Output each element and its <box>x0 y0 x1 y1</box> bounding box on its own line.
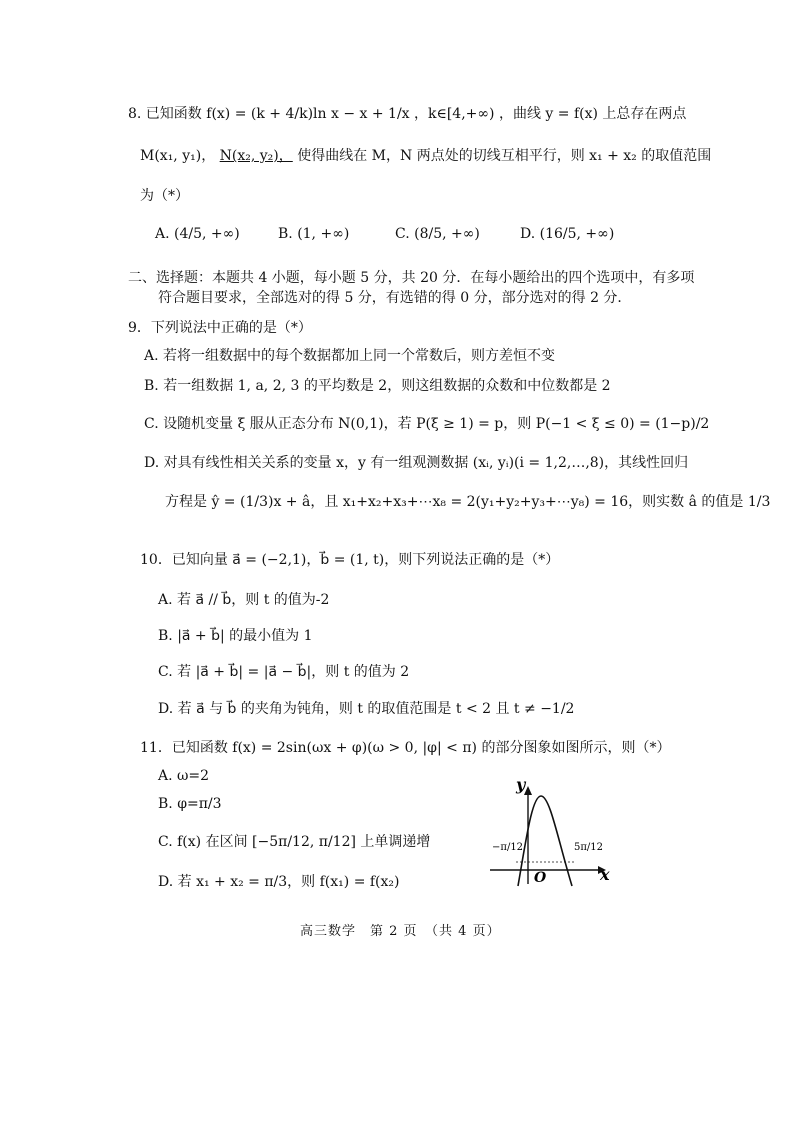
q9-stem: 9．下列说法中正确的是（*） <box>128 320 312 336</box>
q11-stem: 11．已知函数 f(x) = 2sin(ωx + φ)(ω > 0, |φ| < π) 的部分图象如图所示，则（*） <box>140 740 671 756</box>
q8-option-d: D. (16/5, +∞) <box>520 226 615 242</box>
section-2-line-2: 符合题目要求，全部选对的得 5 分，有选错的得 0 分，部分选对的得 2 分． <box>158 290 632 306</box>
q11-option-b: B. φ=π/3 <box>158 796 222 812</box>
q8-line-2 <box>140 146 711 166</box>
q9-option-b: B. 若一组数据 1, a, 2, 3 的平均数是 2，则这组数据的众数和中位数都是 2 <box>144 378 611 394</box>
q9-option-d-line-1: D. 对具有线性相关关系的变量 x，y 有一组观测数据 (xᵢ, yᵢ)(i = 1,2,…,8)，其线性回归 <box>144 455 689 471</box>
q8-option-b: B. (1, +∞) <box>278 226 350 242</box>
q11-graph-svg <box>488 770 618 890</box>
y-axis-label: y <box>516 775 526 794</box>
q10-option-d: D. 若 a⃗ 与 b⃗ 的夹角为钝角，则 t 的取值范围是 t < 2 且 t ≠ −1/2 <box>158 701 575 717</box>
x-axis-label: x <box>600 865 610 884</box>
q10-stem: 10．已知向量 a⃗ = (−2,1)，b⃗ = (1, t)，则下列说法正确的是（*） <box>140 552 560 568</box>
q11-option-c: C. f(x) 在区间 [−5π/12, π/12] 上单调递增 <box>158 834 431 850</box>
q8-option-c: C. (8/5, +∞) <box>395 226 480 242</box>
q11-graph <box>488 770 618 890</box>
q8-option-a: A. (4/5, +∞) <box>155 226 240 242</box>
left-tick-label: −π/12 <box>492 842 524 853</box>
q9-option-c: C. 设随机变量 ξ 服从正态分布 N(0,1)，若 P(ξ ≥ 1) = p，则 P(−1 < ξ ≤ 0) = (1−p)/2 <box>144 416 710 432</box>
q11-option-d: D. 若 x₁ + x₂ = π/3，则 f(x₁) = f(x₂) <box>158 874 400 890</box>
q8-line-3: 为（*） <box>140 188 189 204</box>
q8-point-n: N(x₂, y₂)， <box>219 148 293 164</box>
q10-option-c: C. 若 |a⃗ + b⃗| = |a⃗ − b⃗|，则 t 的值为 2 <box>158 664 410 680</box>
q8-point-m: M(x₁, y₁)， <box>140 148 216 164</box>
q9-option-d-line-2: 方程是 ŷ = (1/3)x + â，且 x₁+x₂+x₃+⋯x₈ = 2(y₁+y₂+y₃+⋯y₈) = 16，则实数 â 的值是 1/3 <box>165 494 771 510</box>
q8-line-2-rest: 使得曲线在 M，N 两点处的切线互相平行，则 x₁ + x₂ 的取值范围 <box>297 148 712 164</box>
q9-option-a: A. 若将一组数据中的每个数据都加上同一个常数后，则方差恒不变 <box>144 348 556 364</box>
q8-line-1: 8. 已知函数 f(x) = (k + 4/k)ln x − x + 1/x ，k∈[4,+∞) ，曲线 y = f(x) 上总存在两点 <box>128 106 687 122</box>
origin-label: O <box>534 870 547 886</box>
q10-option-a: A. 若 a⃗ // b⃗，则 t 的值为-2 <box>158 592 330 608</box>
q10-option-b: B. |a⃗ + b⃗| 的最小值为 1 <box>158 628 313 644</box>
section-2-line-1: 二、选择题：本题共 4 小题，每小题 5 分，共 20 分．在每小题给出的四个选项中，有多项 <box>128 270 695 286</box>
right-tick-label: 5π/12 <box>574 842 604 853</box>
page-footer: 高三数学 第 2 页 （共 4 页） <box>300 924 501 939</box>
q11-option-a: A. ω=2 <box>158 768 210 784</box>
